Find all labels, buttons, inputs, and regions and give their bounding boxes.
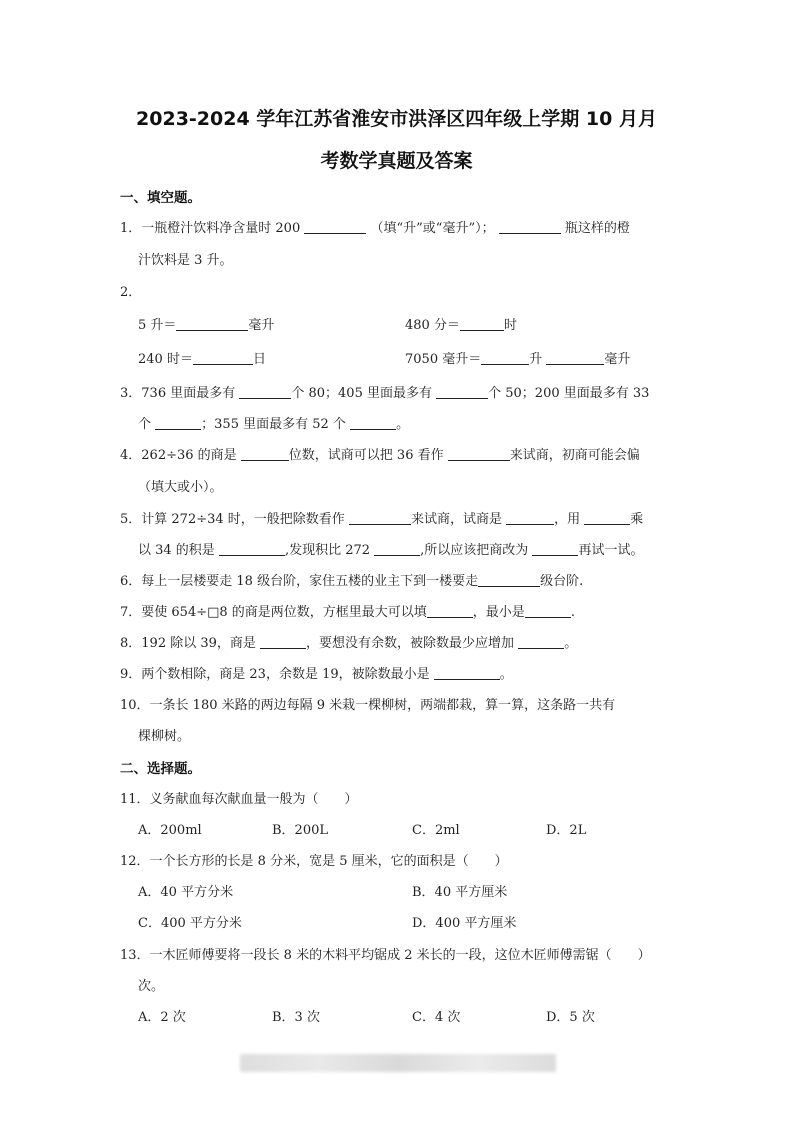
answer-blank[interactable]	[584, 510, 630, 525]
answer-blank[interactable]	[241, 446, 289, 461]
question-7	[120, 601, 575, 620]
question-5	[120, 508, 643, 527]
answer-blank[interactable]	[478, 572, 540, 587]
answer-blank[interactable]	[219, 541, 285, 556]
section-heading-multiple-choice: 二、选择题。	[120, 761, 201, 777]
q4-a: 4．262÷36 的商是	[120, 448, 237, 463]
answer-blank[interactable]	[374, 541, 420, 556]
q2-item-c	[138, 348, 266, 367]
q2-item-d	[405, 348, 630, 367]
q2-a1: 5 升＝	[138, 318, 177, 333]
q3-b: 个 80；405 里面最多有	[291, 386, 432, 401]
q2-a2: 毫升	[248, 318, 275, 333]
option-c[interactable]: C．400 平方分米	[138, 916, 242, 931]
q5-e: 以 34 的积是	[138, 543, 215, 558]
q3-e: ；355 里面最多有 52 个	[201, 417, 346, 432]
option-b[interactable]: B．3 次	[272, 1010, 320, 1025]
q1-text-a: 1．一瓶橙汁饮料净含量时 200	[120, 221, 301, 236]
question-9	[120, 663, 513, 682]
option-a[interactable]: A．40 平方分米	[138, 885, 234, 900]
answer-blank[interactable]	[546, 350, 604, 365]
q11-stem: 11．义务献血每次献血量一般为（ ）	[120, 792, 358, 807]
q2-d3: 毫升	[604, 352, 631, 367]
q8-b: ，要想没有余数，被除数最少应增加	[306, 636, 515, 651]
q8-a: 8．192 除以 39，商是	[120, 636, 256, 651]
q5-f: ,发现积比 272	[284, 543, 371, 558]
answer-blank[interactable]	[448, 446, 510, 461]
q12-stem: 12．一个长方形的长是 8 分米，宽是 5 厘米，它的面积是（ ）	[120, 854, 508, 869]
q8-c: 。	[564, 636, 578, 651]
section-heading-fill-blank: 一、填空题。	[120, 190, 201, 206]
answer-blank[interactable]	[506, 510, 554, 525]
q2-b1: 480 分＝	[405, 318, 460, 333]
q5-d: 乘	[630, 512, 644, 527]
answer-blank[interactable]	[260, 634, 306, 649]
question-4	[120, 444, 640, 463]
q2-b2: 时	[503, 318, 517, 333]
answer-blank[interactable]	[193, 350, 253, 365]
q6-b: 级台阶.	[540, 574, 584, 589]
option-c[interactable]: C．4 次	[412, 1010, 461, 1025]
answer-blank[interactable]	[427, 603, 473, 618]
q2-c2: 日	[252, 352, 266, 367]
q2-d2: 升	[529, 352, 543, 367]
answer-blank[interactable]	[239, 384, 291, 399]
answer-blank[interactable]	[350, 415, 396, 430]
q6-a: 6．每上一层楼要走 18 级台阶，家住五楼的业主下到一楼要走	[120, 574, 479, 589]
question-5-cont	[138, 539, 643, 558]
answer-blank[interactable]	[460, 316, 504, 331]
option-d[interactable]: D．2L	[546, 823, 587, 838]
answer-blank[interactable]	[176, 316, 248, 331]
q5-b: 来试商，试商是	[410, 512, 502, 527]
q5-g: ,所以应该把商改为	[420, 543, 529, 558]
q13-stem: 13．一木匠师傅要将一段长 8 米的木料平均锯成 2 米长的一段，这位木匠师傅需锯（ ）	[120, 948, 651, 963]
q4-c: 来试商，初商可能会偏	[509, 448, 640, 463]
option-b[interactable]: B．200L	[272, 823, 328, 838]
answer-blank[interactable]	[525, 603, 571, 618]
footer-watermark	[240, 1054, 556, 1072]
q2-number: 2．	[120, 285, 142, 300]
q7-c: .	[570, 605, 575, 620]
answer-blank[interactable]	[499, 219, 561, 234]
option-a[interactable]: A．2 次	[138, 1010, 186, 1025]
answer-blank[interactable]	[304, 219, 366, 234]
q2-c1: 240 时＝	[138, 352, 193, 367]
q7-a: 7．要使 654÷□8 的商是两位数，方框里最大可以填	[120, 605, 427, 620]
answer-blank[interactable]	[436, 384, 488, 399]
q9-a: 9．两个数相除，商是 23，余数是 19，被除数最小是	[120, 667, 430, 682]
q10-a: 10．一条长 180 米路的两边每隔 9 米栽一棵柳树，两端都栽，算一算，这条路一共有	[120, 698, 616, 713]
answer-blank[interactable]	[532, 541, 578, 556]
option-d[interactable]: D．400 平方厘米	[412, 916, 517, 931]
q7-b: ，最小是	[472, 605, 525, 620]
option-b[interactable]: B．40 平方厘米	[412, 885, 508, 900]
q1-text-d: 汁饮料是 3 升。	[138, 253, 233, 268]
page-title-line2: 考数学真题及答案	[320, 150, 473, 172]
question-1	[120, 217, 630, 236]
question-3	[120, 382, 649, 401]
q5-h: 再试一试。	[578, 543, 644, 558]
answer-blank[interactable]	[155, 415, 201, 430]
q2-item-a	[138, 314, 274, 333]
question-6	[120, 570, 583, 589]
q4-d: （填大或小）。	[138, 480, 223, 495]
page-title-line1: 2023-2024 学年江苏省淮安市洪泽区四年级上学期 10 月月	[136, 108, 657, 130]
q4-b: 位数，试商可以把 36 看作	[288, 448, 444, 463]
q3-c: 个 50；200 里面最多有 33	[488, 386, 650, 401]
q5-c: ，用	[554, 512, 581, 527]
option-a[interactable]: A．200ml	[138, 823, 202, 838]
option-c[interactable]: C．2ml	[412, 823, 460, 838]
q3-f: 。	[396, 417, 410, 432]
q13-cont: 次。	[138, 979, 165, 994]
q10-b: 棵柳树。	[138, 729, 191, 744]
q3-a: 3．736 里面最多有	[120, 386, 236, 401]
answer-blank[interactable]	[349, 510, 411, 525]
q1-text-b: （填“升”或“毫升”）；	[370, 221, 495, 236]
answer-blank[interactable]	[518, 634, 564, 649]
q5-a: 5．计算 272÷34 时，一般把除数看作	[120, 512, 345, 527]
question-3-cont	[138, 413, 409, 432]
answer-blank[interactable]	[434, 665, 500, 680]
question-8	[120, 632, 577, 651]
q1-text-c: 瓶这样的橙	[564, 221, 630, 236]
option-d[interactable]: D．5 次	[546, 1010, 595, 1025]
q9-b: 。	[499, 667, 513, 682]
answer-blank[interactable]	[481, 350, 529, 365]
q2-d1: 7050 毫升＝	[405, 352, 482, 367]
q3-d: 个	[138, 417, 152, 432]
q2-item-b	[405, 314, 517, 333]
